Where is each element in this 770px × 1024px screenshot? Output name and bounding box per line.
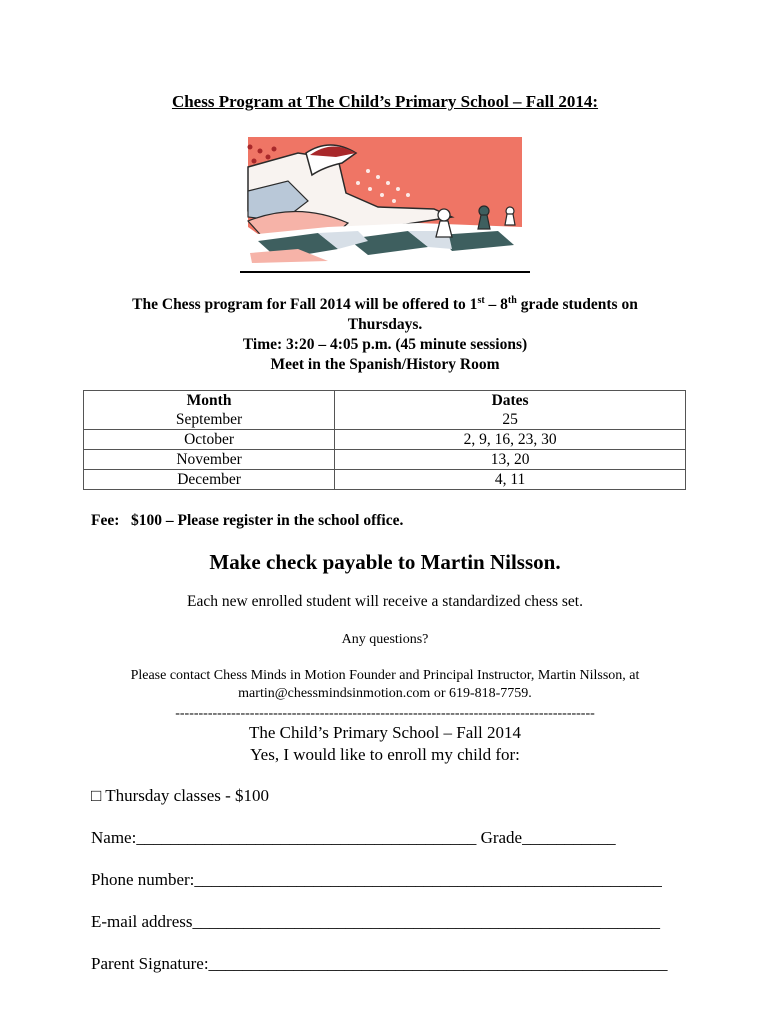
contact-line-2: martin@chessmindsinmotion.com or 619-818-7759. (238, 686, 532, 701)
month-cell: November (84, 450, 335, 470)
thursday-classes-checkbox[interactable]: □ Thursday classes - $100 (91, 786, 270, 805)
intro-line-2: Thursdays. (347, 316, 423, 333)
program-intro (0, 295, 770, 375)
questions-text: Any questions? (341, 632, 429, 647)
signature-field[interactable]: Parent Signature:______________________________________________________ (91, 954, 668, 973)
enroll-prompt: Yes, I would like to enroll my child for: (250, 745, 520, 764)
document-title: Chess Program at The Child’s Primary School – Fall 2014: (171, 92, 599, 111)
table-row (84, 450, 686, 470)
check-payable-heading: Make check payable to Martin Nilsson. (209, 550, 561, 574)
phone-field[interactable]: Phone number:_______________________________________________________ (91, 870, 662, 889)
intro-time: Time: 3:20 – 4:05 p.m. (45 minute sessions) (242, 336, 528, 353)
chess-player-clipart (238, 131, 532, 277)
table-row (84, 470, 686, 490)
intro-line-1: The Chess program for Fall 2014 will be offered to 1st – 8th grade students on (132, 294, 638, 313)
month-cell: December (84, 470, 335, 490)
schedule-table (83, 390, 686, 490)
month-cell: September (84, 410, 335, 430)
cut-line: ------------------------------------------------------------------------------------------ (175, 706, 595, 721)
dates-cell: 2, 9, 16, 23, 30 (335, 430, 686, 450)
enroll-school: The Child’s Primary School – Fall 2014 (249, 723, 521, 742)
table-row (84, 430, 686, 450)
name-grade-field[interactable]: Name:________________________________________ Grade___________ (91, 828, 616, 847)
contact-line-1: Please contact Chess Minds in Motion Founder and Principal Instructor, Martin Nilsson, at (130, 668, 640, 683)
dates-cell: 4, 11 (335, 470, 686, 490)
dates-cell: 13, 20 (335, 450, 686, 470)
fee-note: Fee: $100 – Please register in the school office. (91, 512, 404, 529)
dates-cell: 25 (335, 410, 686, 430)
chess-set-note: Each new enrolled student will receive a standardized chess set. (187, 593, 583, 610)
contact-info (0, 667, 770, 703)
month-header: Month (84, 391, 335, 411)
intro-room: Meet in the Spanish/History Room (270, 356, 500, 373)
enroll-heading (0, 722, 770, 766)
email-field[interactable]: E-mail address_______________________________________________________ (91, 912, 660, 931)
dates-header: Dates (335, 391, 686, 411)
month-cell: October (84, 430, 335, 450)
table-row (84, 410, 686, 430)
